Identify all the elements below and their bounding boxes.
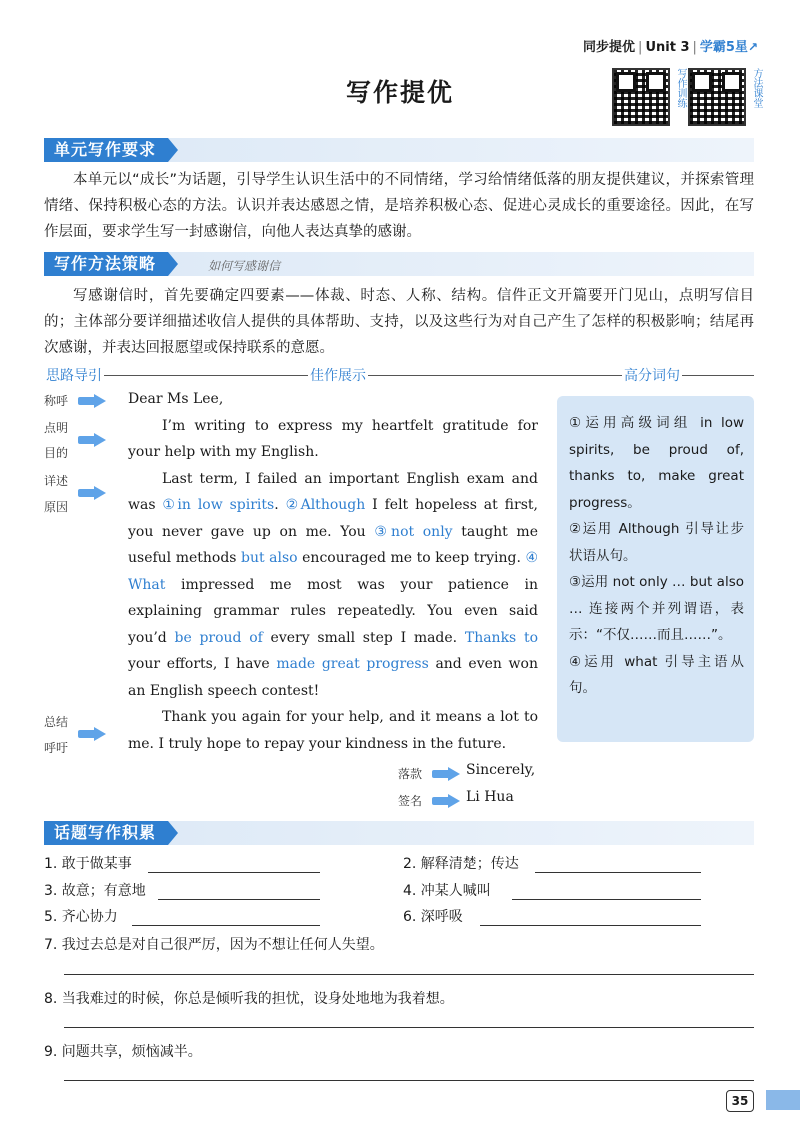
arrow-icon [432,767,462,781]
exercise-8-label: 8. 当我难过的时候，你总是倾听我的担忧，设身处地地为我着想。 [44,991,454,1007]
marker-reason-1: 详述 [44,474,69,488]
arrow-icon [78,486,108,500]
exercise-2-answer-line[interactable] [535,872,701,873]
letter-paragraph-3: Thank you again for your help, and it means a lot to me. I truly hope to repay your kindness in the future. [128,709,538,752]
highlight-phrase: ①in low spirits [162,497,275,513]
exercise-2-label: 2. 解释清楚；传达 [403,856,519,872]
exercise-5-label: 5. 齐心协力 [44,909,118,925]
tip-3: ③运用 not only … but also … 连接两个并列谓语，表示：“不仅……而且……”。 [569,574,744,643]
header-sync: 同步提优 [583,40,636,55]
marker-summary-2: 呼吁 [44,741,69,755]
tip-2: ②运用 Although 引导让步状语从句。 [569,521,744,564]
exercise-7-answer-line[interactable] [64,974,754,975]
marker-summary-1: 总结 [44,715,69,729]
arrow-icon [78,727,108,741]
marker-purpose-2: 目的 [44,446,69,460]
arrow-icon [432,794,462,808]
qr-label-method: 方法课堂 [751,68,762,108]
tip-4: ④运用 what 引导主语从句。 [569,653,744,696]
letter-salutation: Dear Ms Lee, [128,391,224,407]
highlight-phrase: Thanks to [464,629,539,646]
model-letter [128,386,538,757]
arrow-icon [78,394,108,408]
qr-code-method[interactable] [688,68,746,126]
exercise-6-label: 6. 深呼吸 [403,909,463,925]
section-subtitle-strategy: 如何写感谢信 [208,259,281,273]
arrow-icon [78,433,108,447]
requirements-text: 本单元以“成长”为话题，引导学生认识生活中的不同情绪，学习给情绪低落的朋友提供建议，并探索管理情绪、保持积极心态的方法。认识并表达感恩之情，是培养积极心态、促进心灵成长的重要途径。因此，在写作层面，要求学生写一封感谢信，向他人表达真挚的感谢。 [44,172,754,240]
divider-label-phrases: 高分词句 [622,365,682,385]
letter-closing: Sincerely, [466,762,536,778]
marker-reason-2: 原因 [44,500,69,514]
exercise-4-label: 4. 冲某人喊叫 [403,883,491,899]
letter-paragraph-1: I’m writing to express my heartfelt gratitude for your help with my English. [128,417,538,460]
exercise-6-answer-line[interactable] [480,925,701,926]
exercise-9-label: 9. 问题共享，烦恼减半。 [44,1044,202,1060]
exercise-5-answer-line[interactable] [132,925,320,926]
header-brand: 学霸5星 [699,40,748,55]
exercise-1-label: 1. 敢于做某事 [44,856,132,872]
highlight-phrase: ③not only [374,523,453,540]
page-title: 写作提优 [345,78,454,107]
section-title-requirements: 单元写作要求 [44,138,168,162]
letter-paragraph-2: Last term, I failed an important English exam and was ①in low spirits. ②Although I felt hopeless at first, you never gave up on me. You ③not only taught me useful methods but also encouraged me to keep trying. ④ What impressed me most was your patience in explaining grammar rules repeatedly. You even said you’d be proud of every small step I made. Thanks to your efforts, I have made great progress and even won an English speech contest! [128,470,539,699]
marker-signature: 签名 [398,794,423,808]
exercise-1-answer-line[interactable] [148,872,320,873]
highlight-phrase: ②Although [285,497,366,513]
phrase-tips-box [557,396,754,742]
highlight-phrase: but also [241,550,298,566]
highlight-phrase: be proud of [174,629,263,646]
highlight-phrase: ④ What [128,550,538,593]
section-title-strategy: 写作方法策略 [44,252,168,276]
marker-greeting: 称呼 [44,394,69,408]
marker-closing: 落款 [398,767,423,781]
page-edge-tab [766,1090,800,1110]
marker-purpose-1: 点明 [44,421,69,435]
exercise-8-answer-line[interactable] [64,1027,754,1028]
section-title-accumulation: 话题写作积累 [44,821,168,845]
qr-code-writing[interactable] [612,68,670,126]
brand-flag-icon: ↗ [747,40,758,54]
exercise-9-answer-line[interactable] [64,1080,754,1081]
strategy-text: 写感谢信时，首先要确定四要素——体裁、时态、人称、结构。信件正文开篇要开门见山，点明写信目的；主体部分要详细描述收信人提供的具体帮助、支持，以及这些行为对自己产生了怎样的积极影响；结尾再次感谢，并表达回报愿望或保持联系的意愿。 [44,288,754,356]
header-unit: Unit 3 [645,40,690,55]
page-number: 35 [726,1090,754,1112]
exercise-4-answer-line[interactable] [512,899,701,900]
running-header: 同步提优 | Unit 3 | 学霸5星↗ [583,40,758,55]
exercise-3-label: 3. 故意；有意地 [44,883,146,899]
divider-label-showcase: 佳作展示 [308,365,368,385]
exercise-3-answer-line[interactable] [158,899,320,900]
divider-label-guide: 思路导引 [44,365,104,385]
letter-signature: Li Hua [466,789,514,805]
highlight-phrase: made great progress [276,656,429,672]
tip-1: ①运用高级词组 in low spirits, be proud of, thanks to, make great progress。 [569,415,744,511]
exercise-7-label: 7. 我过去总是对自己很严厉，因为不想让任何人失望。 [44,937,384,953]
qr-label-writing: 写作训练 [675,68,686,108]
